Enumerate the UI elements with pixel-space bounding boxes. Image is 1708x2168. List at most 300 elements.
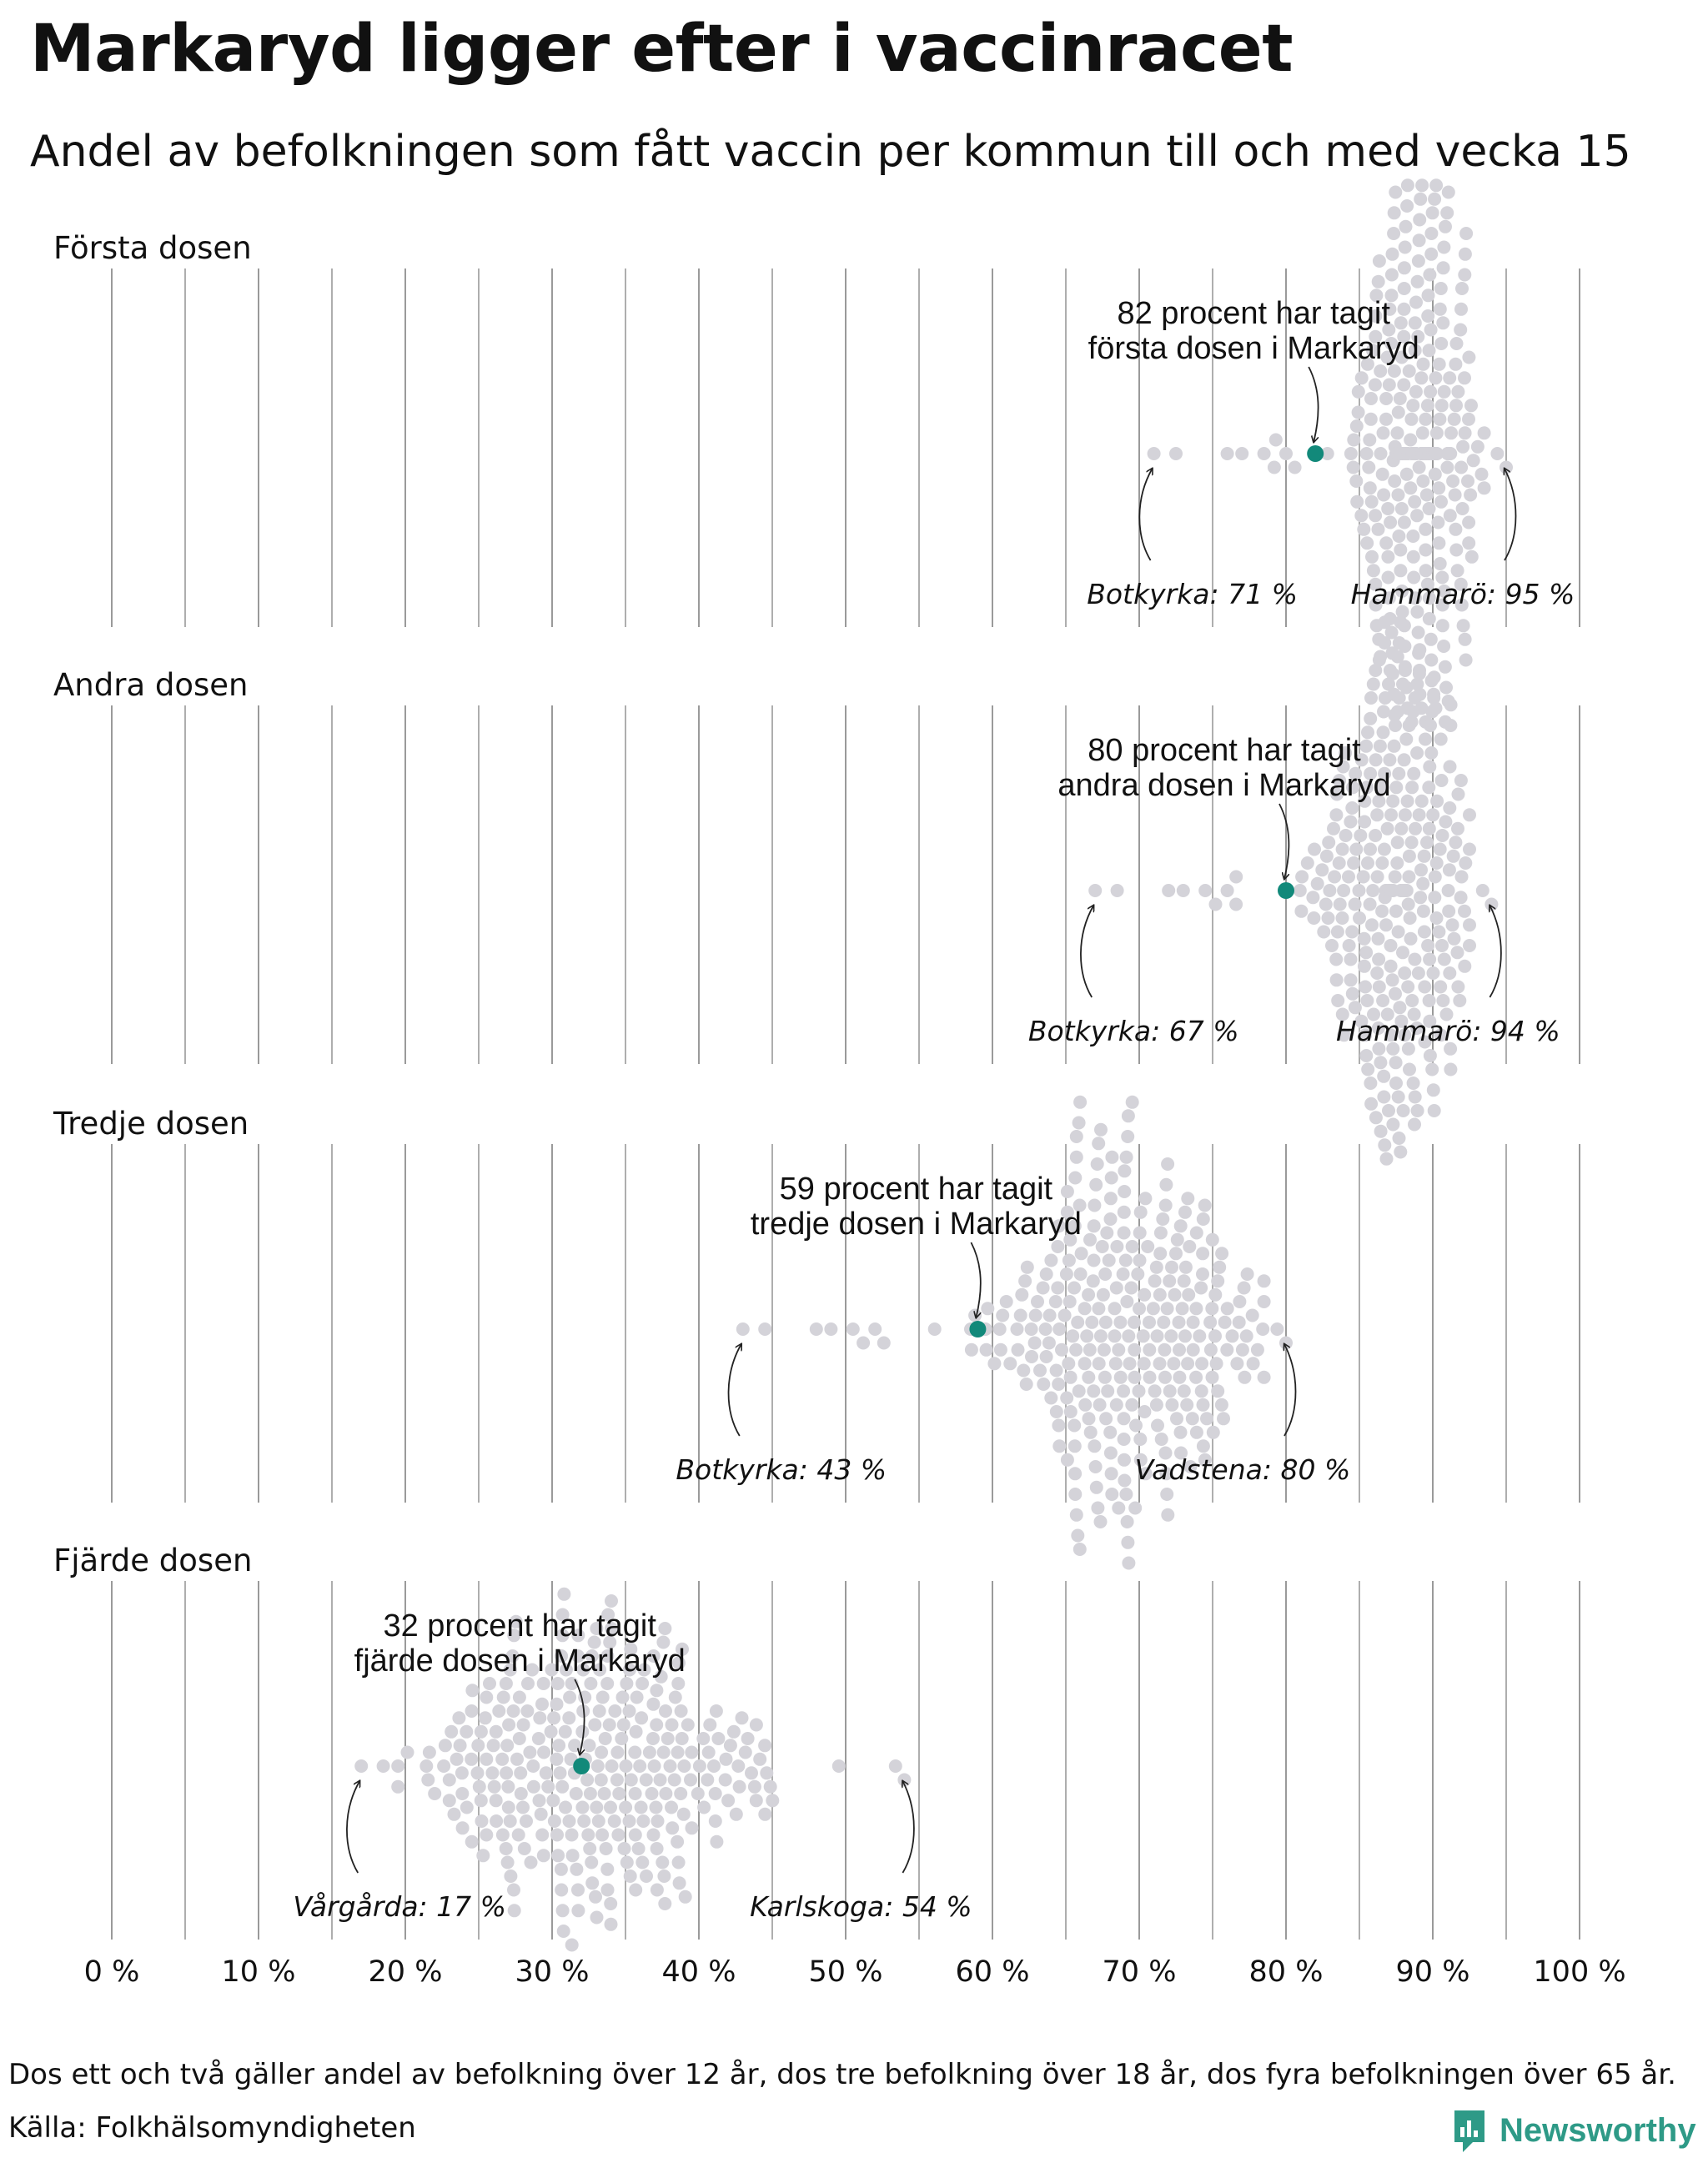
municipality-dot bbox=[1333, 856, 1346, 870]
municipality-dot bbox=[1154, 1227, 1168, 1240]
municipality-dot bbox=[1246, 1309, 1259, 1322]
municipality-dot bbox=[1421, 939, 1434, 952]
municipality-dot bbox=[570, 1863, 583, 1876]
municipality-dot bbox=[1071, 1316, 1084, 1329]
x-axis bbox=[84, 1955, 1626, 1989]
municipality-dot bbox=[1020, 1378, 1033, 1391]
municipality-dot bbox=[666, 1719, 679, 1732]
municipality-dot bbox=[1050, 1364, 1063, 1378]
municipality-dot bbox=[605, 1918, 618, 1931]
municipality-dot bbox=[1409, 822, 1422, 836]
municipality-dot bbox=[500, 1739, 514, 1752]
municipality-dot bbox=[1119, 1254, 1133, 1267]
municipality-dot bbox=[1173, 1343, 1186, 1357]
municipality-dot bbox=[1392, 529, 1405, 543]
municipality-dot bbox=[1167, 1357, 1180, 1370]
min-arrow bbox=[347, 1781, 359, 1873]
municipality-dot bbox=[501, 1856, 515, 1869]
municipality-dot bbox=[1456, 440, 1469, 454]
municipality-dot bbox=[707, 1759, 721, 1773]
municipality-dot bbox=[490, 1725, 503, 1739]
municipality-dot bbox=[1113, 1316, 1127, 1329]
municipality-dot bbox=[1183, 1240, 1196, 1253]
municipality-dot bbox=[1073, 1543, 1087, 1556]
municipality-dot bbox=[541, 1780, 555, 1794]
municipality-dot bbox=[657, 1746, 671, 1759]
municipality-dot bbox=[635, 1801, 648, 1814]
municipality-dot bbox=[1270, 1322, 1284, 1336]
municipality-dot bbox=[672, 1856, 686, 1869]
municipality-dot bbox=[1100, 1227, 1113, 1240]
municipality-dot bbox=[736, 1322, 750, 1336]
municipality-dot bbox=[1240, 1329, 1253, 1342]
municipality-dot bbox=[1404, 413, 1418, 426]
municipality-dot bbox=[1068, 1282, 1081, 1295]
municipality-dot bbox=[656, 1856, 669, 1869]
municipality-dot bbox=[1334, 898, 1347, 911]
municipality-dot bbox=[1434, 495, 1448, 509]
municipality-dot bbox=[758, 1739, 771, 1752]
municipality-dot bbox=[1412, 254, 1425, 268]
municipality-dot bbox=[1364, 392, 1378, 405]
municipality-dot bbox=[1389, 871, 1402, 884]
municipality-dot bbox=[1413, 213, 1426, 227]
municipality-dot bbox=[1444, 509, 1457, 522]
municipality-dot bbox=[1388, 206, 1401, 219]
municipality-dot bbox=[686, 1821, 699, 1834]
municipality-dot bbox=[502, 1801, 515, 1814]
municipality-dot bbox=[1463, 808, 1476, 821]
municipality-dot bbox=[1170, 1412, 1183, 1425]
municipality-dot bbox=[1390, 856, 1404, 870]
municipality-dot bbox=[1446, 474, 1459, 488]
municipality-dot bbox=[1194, 1282, 1208, 1295]
municipality-dot bbox=[1235, 447, 1248, 460]
municipality-dot bbox=[727, 1725, 741, 1739]
municipality-dot bbox=[1360, 447, 1374, 460]
municipality-dot bbox=[605, 1594, 618, 1608]
municipality-dot bbox=[580, 1774, 594, 1787]
municipality-dot bbox=[1118, 1164, 1131, 1177]
municipality-dot bbox=[479, 1711, 492, 1724]
municipality-dot bbox=[454, 1739, 467, 1752]
municipality-dot bbox=[1432, 926, 1445, 939]
municipality-dot bbox=[1442, 905, 1455, 918]
municipality-dot bbox=[659, 1787, 672, 1800]
x-tick-label: 80 % bbox=[1248, 1955, 1324, 1989]
municipality-dot bbox=[1462, 351, 1475, 364]
municipality-dot bbox=[475, 1725, 488, 1739]
municipality-dot bbox=[605, 1759, 619, 1773]
panel-label: Första dosen bbox=[53, 230, 252, 266]
municipality-dot bbox=[1364, 1076, 1377, 1090]
municipality-dot bbox=[1415, 178, 1429, 192]
municipality-dot bbox=[391, 1780, 404, 1794]
municipality-dot bbox=[1209, 898, 1223, 911]
municipality-dot bbox=[1364, 1097, 1378, 1111]
municipality-dot bbox=[1025, 1350, 1038, 1363]
municipality-dot bbox=[1031, 1295, 1044, 1308]
municipality-dot bbox=[540, 1766, 553, 1779]
municipality-dot bbox=[1417, 905, 1430, 918]
municipality-dot bbox=[646, 1698, 660, 1711]
municipality-dot bbox=[719, 1774, 732, 1787]
municipality-dot bbox=[1177, 884, 1190, 897]
municipality-dot bbox=[1163, 1274, 1176, 1287]
max-arrow bbox=[902, 1781, 914, 1873]
min-label: Botkyrka: 71 % bbox=[1087, 578, 1298, 610]
municipality-dot bbox=[1088, 1199, 1101, 1212]
municipality-dot bbox=[475, 1794, 488, 1807]
municipality-dot bbox=[1369, 379, 1382, 392]
municipality-dot bbox=[1439, 816, 1452, 829]
municipality-dot bbox=[1347, 434, 1360, 447]
municipality-dot bbox=[487, 1739, 500, 1752]
municipality-dot bbox=[1394, 564, 1407, 577]
municipality-dot bbox=[659, 1704, 672, 1718]
municipality-dot bbox=[1052, 1378, 1065, 1391]
municipality-dot bbox=[1365, 918, 1379, 931]
min-label: Vårgårda: 17 % bbox=[293, 1890, 507, 1923]
municipality-dot bbox=[1339, 829, 1353, 842]
municipality-dot bbox=[1434, 337, 1448, 350]
municipality-dot bbox=[1062, 1357, 1075, 1370]
municipality-dot bbox=[1389, 186, 1402, 199]
municipality-dot bbox=[1407, 1076, 1420, 1090]
municipality-dot bbox=[1200, 1412, 1213, 1425]
municipality-dot bbox=[1394, 822, 1408, 836]
municipality-dot bbox=[677, 1808, 691, 1821]
municipality-dot bbox=[1438, 953, 1451, 966]
municipality-dot bbox=[1404, 481, 1417, 494]
municipality-dot bbox=[1455, 282, 1469, 295]
municipality-dot bbox=[588, 1719, 601, 1732]
municipality-dot bbox=[1117, 1267, 1130, 1281]
municipality-dot bbox=[584, 1787, 597, 1800]
municipality-dot bbox=[1342, 871, 1355, 884]
municipality-dot bbox=[448, 1808, 461, 1821]
municipality-dot bbox=[570, 1787, 583, 1800]
municipality-dot bbox=[1391, 426, 1404, 439]
municipality-dot bbox=[1408, 1118, 1421, 1132]
municipality-dot bbox=[1125, 1398, 1138, 1412]
municipality-dot bbox=[928, 1322, 942, 1336]
municipality-dot bbox=[1461, 474, 1474, 488]
municipality-dot bbox=[1394, 316, 1408, 329]
municipality-dot bbox=[1195, 1384, 1208, 1398]
municipality-dot bbox=[1426, 808, 1439, 821]
municipality-dot bbox=[1394, 615, 1407, 629]
municipality-dot bbox=[428, 1787, 441, 1800]
municipality-dot bbox=[1068, 1172, 1082, 1185]
municipality-dot bbox=[1068, 1419, 1081, 1433]
municipality-dot bbox=[1424, 633, 1438, 646]
municipality-dot bbox=[1258, 1295, 1271, 1308]
panel-label: Fjärde dosen bbox=[53, 1543, 253, 1578]
municipality-dot bbox=[551, 1849, 565, 1862]
municipality-dot bbox=[1121, 1515, 1134, 1528]
municipality-dot bbox=[1173, 1316, 1186, 1329]
municipality-dot bbox=[993, 1322, 1007, 1336]
municipality-dot bbox=[1462, 536, 1475, 550]
municipality-dot bbox=[1331, 994, 1344, 1007]
municipality-dot bbox=[650, 1719, 663, 1732]
municipality-dot bbox=[1437, 640, 1450, 653]
municipality-dot bbox=[1377, 705, 1390, 719]
municipality-dot bbox=[1392, 926, 1405, 939]
municipality-dot bbox=[1096, 1240, 1109, 1253]
municipality-dot bbox=[1159, 1178, 1173, 1192]
municipality-dot bbox=[1442, 186, 1455, 199]
municipality-dot bbox=[1443, 801, 1456, 815]
municipality-dot bbox=[1428, 670, 1441, 684]
municipality-dot bbox=[648, 1759, 661, 1773]
municipality-dot bbox=[612, 1787, 625, 1800]
municipality-dot bbox=[1423, 612, 1436, 625]
municipality-dot bbox=[1413, 233, 1426, 247]
municipality-dot bbox=[1043, 1309, 1057, 1322]
municipality-dot bbox=[675, 1704, 688, 1718]
municipality-dot bbox=[994, 1343, 1007, 1357]
municipality-dot bbox=[1104, 1212, 1118, 1226]
municipality-dot bbox=[589, 1890, 602, 1904]
municipality-dot bbox=[1397, 1104, 1410, 1117]
municipality-dot bbox=[1169, 447, 1183, 460]
municipality-dot bbox=[1374, 447, 1388, 460]
municipality-dot bbox=[565, 1829, 579, 1842]
annotation-line-1: 82 procent har tagit bbox=[1117, 296, 1390, 331]
municipality-dot bbox=[1389, 780, 1403, 794]
municipality-dot bbox=[620, 1759, 633, 1773]
municipality-dot bbox=[868, 1322, 882, 1336]
municipality-dot bbox=[1163, 1384, 1177, 1398]
municipality-dot bbox=[1073, 1096, 1087, 1109]
municipality-dot bbox=[1464, 489, 1477, 502]
municipality-dot bbox=[1388, 364, 1401, 378]
municipality-dot bbox=[500, 1766, 513, 1779]
municipality-dot bbox=[1475, 468, 1489, 481]
municipality-dot bbox=[643, 1746, 656, 1759]
municipality-dot bbox=[677, 1759, 691, 1773]
municipality-dot bbox=[1408, 953, 1421, 966]
max-label: Hammarö: 94 % bbox=[1336, 1015, 1560, 1047]
municipality-dot bbox=[611, 1829, 625, 1842]
municipality-dot bbox=[1465, 550, 1479, 564]
municipality-dot bbox=[1074, 1267, 1088, 1281]
municipality-dot bbox=[745, 1766, 758, 1779]
municipality-dot bbox=[562, 1711, 575, 1724]
municipality-dot bbox=[671, 1835, 684, 1849]
municipality-dot bbox=[1379, 918, 1393, 931]
municipality-dot bbox=[1122, 1557, 1135, 1570]
municipality-dot bbox=[980, 1343, 993, 1357]
municipality-dot bbox=[1158, 1371, 1172, 1384]
municipality-dot bbox=[1443, 371, 1456, 384]
municipality-dot bbox=[1210, 1357, 1223, 1370]
municipality-dot bbox=[1398, 966, 1411, 980]
municipality-dot bbox=[1410, 678, 1424, 691]
municipality-dot bbox=[1463, 843, 1476, 856]
municipality-dot bbox=[1364, 413, 1378, 426]
municipality-dot bbox=[1108, 1329, 1122, 1342]
municipality-dot bbox=[590, 1801, 603, 1814]
municipality-dot bbox=[1407, 550, 1420, 564]
municipality-dot bbox=[1320, 850, 1334, 863]
municipality-dot bbox=[1226, 1329, 1239, 1342]
municipality-dot bbox=[1392, 767, 1405, 780]
municipality-dot bbox=[633, 1759, 646, 1773]
municipality-dot bbox=[1357, 871, 1370, 884]
municipality-dot bbox=[1365, 495, 1379, 509]
municipality-dot bbox=[1178, 1274, 1191, 1287]
municipality-dot bbox=[1068, 1439, 1082, 1453]
municipality-dot bbox=[1414, 371, 1428, 384]
municipality-dot bbox=[1367, 564, 1380, 577]
municipality-dot bbox=[1350, 419, 1364, 433]
municipality-dot bbox=[753, 1753, 766, 1766]
municipality-dot bbox=[1110, 1398, 1123, 1412]
municipality-dot bbox=[1399, 241, 1412, 254]
municipality-dot bbox=[1427, 1083, 1440, 1097]
municipality-dot bbox=[1360, 994, 1374, 1007]
municipality-dot bbox=[590, 1911, 604, 1925]
municipality-dot bbox=[710, 1704, 723, 1718]
municipality-dot bbox=[1092, 1302, 1105, 1315]
municipality-dot bbox=[604, 1801, 617, 1814]
municipality-dot bbox=[1344, 816, 1357, 829]
municipality-dot bbox=[1094, 1515, 1108, 1528]
municipality-dot bbox=[1308, 843, 1321, 856]
municipality-dot bbox=[1458, 268, 1471, 282]
municipality-dot bbox=[810, 1322, 823, 1336]
municipality-dot bbox=[1120, 1151, 1133, 1164]
municipality-dot bbox=[1118, 1453, 1131, 1467]
municipality-dot bbox=[1427, 966, 1440, 980]
municipality-dot bbox=[535, 1829, 549, 1842]
municipality-dot bbox=[1374, 1056, 1387, 1069]
municipality-dot bbox=[1322, 911, 1335, 925]
municipality-dot bbox=[1412, 966, 1425, 980]
municipality-dot bbox=[1404, 434, 1417, 447]
municipality-dot bbox=[1118, 1474, 1131, 1488]
municipality-dot bbox=[1229, 898, 1243, 911]
municipality-dot bbox=[1376, 468, 1389, 481]
municipality-dot bbox=[1327, 822, 1340, 836]
municipality-dot bbox=[1039, 1322, 1052, 1336]
municipality-dot bbox=[1003, 1357, 1017, 1370]
municipality-dot bbox=[731, 1759, 745, 1773]
municipality-dot bbox=[661, 1732, 675, 1745]
x-tick-label: 70 % bbox=[1102, 1955, 1177, 1989]
municipality-dot bbox=[981, 1302, 994, 1315]
municipality-dot bbox=[548, 1814, 561, 1828]
municipality-dot bbox=[701, 1774, 714, 1787]
municipality-dot bbox=[1423, 502, 1436, 515]
municipality-dot bbox=[1450, 337, 1464, 350]
municipality-dot bbox=[507, 1704, 520, 1718]
municipality-dot bbox=[1425, 705, 1439, 719]
municipality-dot bbox=[1213, 1261, 1226, 1274]
municipality-dot bbox=[1439, 660, 1452, 674]
municipality-dot bbox=[1360, 536, 1374, 550]
x-tick-label: 30 % bbox=[515, 1955, 590, 1989]
municipality-dot bbox=[1073, 1117, 1086, 1130]
municipality-dot bbox=[603, 1719, 616, 1732]
municipality-dot bbox=[1165, 1398, 1178, 1412]
municipality-dot bbox=[419, 1759, 433, 1773]
municipality-dot bbox=[651, 1884, 664, 1897]
municipality-dot bbox=[1381, 502, 1394, 515]
municipality-dot bbox=[730, 1808, 743, 1821]
municipality-dot bbox=[1359, 946, 1373, 959]
municipality-dot bbox=[1012, 1343, 1025, 1357]
municipality-dot bbox=[832, 1759, 846, 1773]
municipality-dot bbox=[517, 1719, 530, 1732]
municipality-dot bbox=[1329, 808, 1343, 821]
municipality-dot bbox=[1444, 447, 1457, 460]
municipality-dot bbox=[1421, 309, 1434, 323]
municipality-dot bbox=[640, 1774, 653, 1787]
municipality-dot bbox=[1083, 1233, 1097, 1247]
municipality-dot bbox=[537, 1746, 550, 1759]
municipality-dot bbox=[987, 1357, 1001, 1370]
municipality-dot bbox=[1151, 1419, 1164, 1433]
municipality-dot bbox=[1434, 557, 1447, 570]
municipality-dot bbox=[889, 1759, 902, 1773]
municipality-dot bbox=[1021, 1261, 1034, 1274]
municipality-dot bbox=[1388, 474, 1401, 488]
municipality-dot bbox=[1150, 1398, 1163, 1412]
panel-label: Tredje dosen bbox=[53, 1106, 249, 1142]
municipality-dot bbox=[1323, 884, 1336, 897]
municipality-dot bbox=[1400, 199, 1414, 213]
min-label: Botkyrka: 43 % bbox=[676, 1453, 887, 1486]
municipality-dot bbox=[1122, 1329, 1135, 1342]
municipality-dot bbox=[1395, 502, 1409, 515]
municipality-dot bbox=[604, 1897, 617, 1910]
municipality-dot bbox=[1424, 719, 1437, 732]
municipality-dot bbox=[640, 1869, 653, 1883]
annotation-arrow bbox=[971, 1242, 980, 1317]
municipality-dot bbox=[423, 1746, 436, 1759]
municipality-dot bbox=[1371, 871, 1384, 884]
municipality-dot bbox=[1449, 358, 1462, 371]
municipality-dot bbox=[1359, 740, 1373, 753]
municipality-dot bbox=[668, 1774, 681, 1787]
municipality-dot bbox=[1042, 1337, 1056, 1350]
municipality-dot bbox=[1403, 850, 1416, 863]
municipality-dot bbox=[1402, 898, 1415, 911]
municipality-dot bbox=[1044, 1254, 1057, 1267]
municipality-dot bbox=[1110, 1240, 1123, 1253]
municipality-dot bbox=[968, 1309, 982, 1322]
annotation-line-2: andra dosen i Markaryd bbox=[1057, 768, 1391, 803]
municipality-dot bbox=[1405, 994, 1419, 1007]
municipality-dot bbox=[1353, 911, 1366, 925]
municipality-dot bbox=[610, 1746, 624, 1759]
municipality-dot bbox=[1198, 1199, 1212, 1212]
municipality-dot bbox=[711, 1732, 725, 1745]
municipality-dot bbox=[601, 1884, 615, 1897]
annotation-line-2: första dosen i Markaryd bbox=[1088, 331, 1419, 366]
municipality-dot bbox=[535, 1698, 549, 1711]
municipality-dot bbox=[1409, 316, 1422, 329]
municipality-dot bbox=[1398, 516, 1411, 529]
municipality-dot bbox=[1443, 863, 1456, 876]
municipality-dot bbox=[1440, 461, 1454, 474]
municipality-dot bbox=[1141, 1240, 1154, 1253]
municipality-dot bbox=[1347, 461, 1360, 474]
